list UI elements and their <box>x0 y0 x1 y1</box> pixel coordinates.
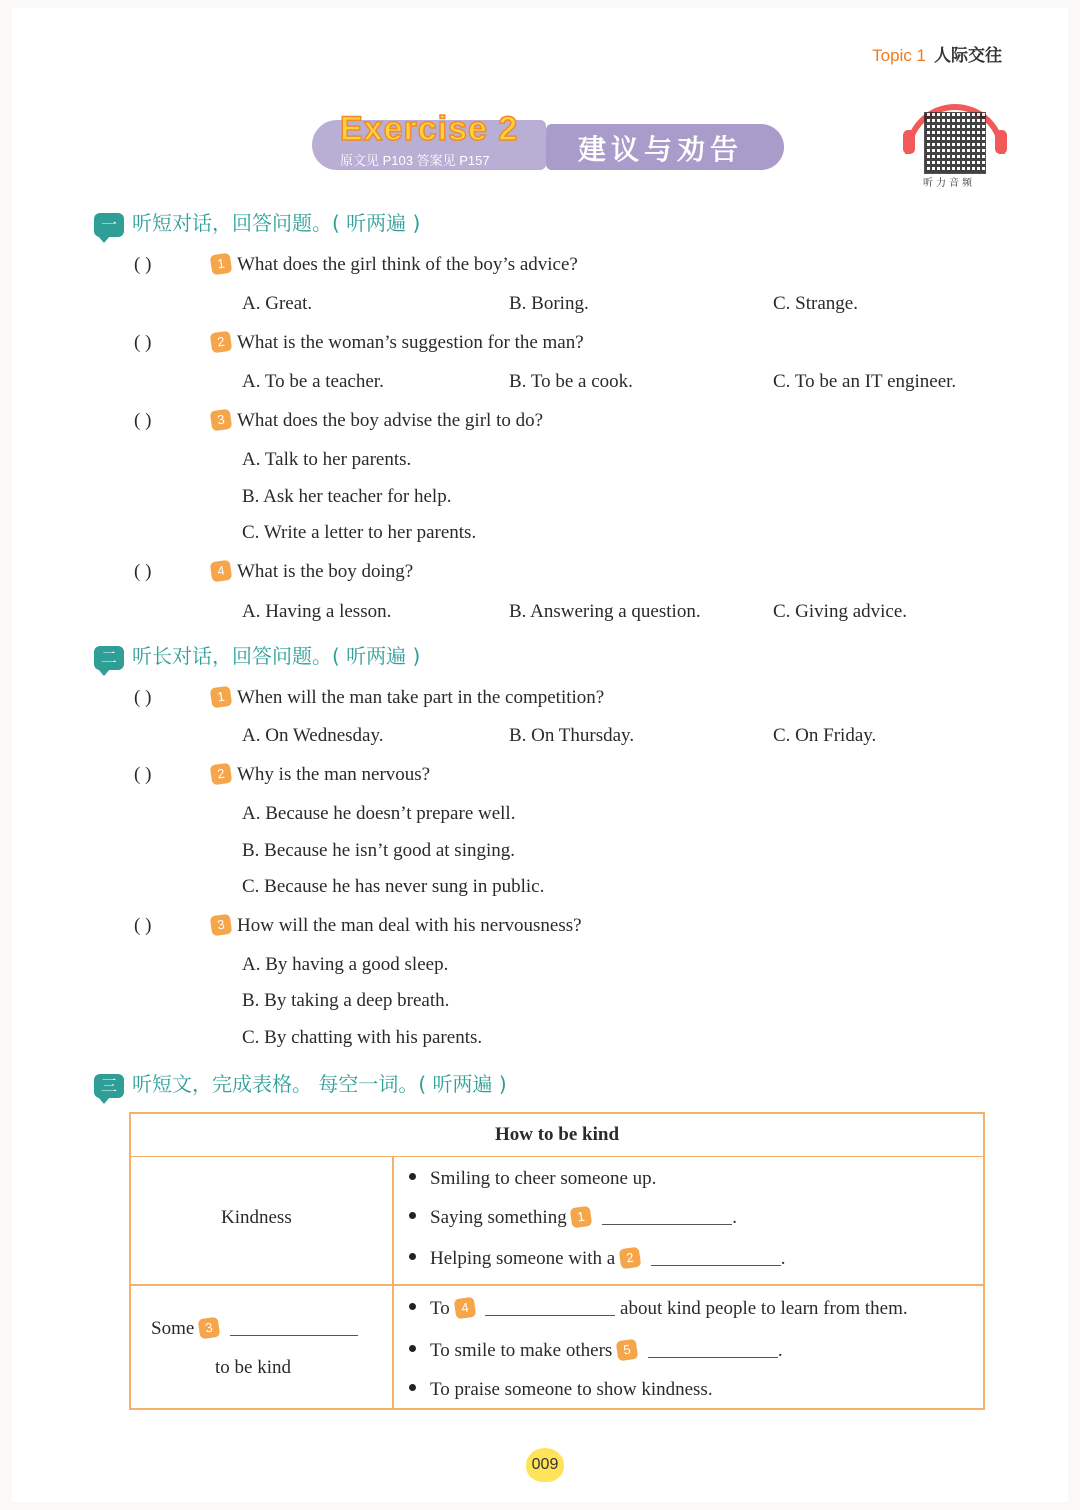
item-text: Helping someone with a <box>430 1248 616 1269</box>
headphone-left-icon <box>903 130 915 154</box>
question-number: 2 <box>210 763 233 786</box>
table-divider <box>392 1156 394 1410</box>
section-1-instruction: 听短对话，回答问题。( 听两遍 ) <box>132 211 421 235</box>
answer-blank[interactable]: ( ) <box>134 915 152 936</box>
table-item <box>409 1168 656 1190</box>
option: A. Because he doesn’t prepare well. <box>242 803 516 824</box>
fill-blank[interactable] <box>602 1224 732 1225</box>
option: A. By having a good sleep. <box>242 954 449 975</box>
section-2-badge: 二 <box>94 646 124 670</box>
exercise-title: Exercise 2 <box>340 110 519 148</box>
option: C. Write a letter to her parents. <box>242 522 477 543</box>
answer-blank[interactable]: ( ) <box>134 254 152 275</box>
option: B. By taking a deep breath. <box>242 990 450 1011</box>
section-1-badge: 一 <box>94 213 124 237</box>
section-1-title <box>94 207 420 237</box>
question-text: Why is the man nervous? <box>237 764 431 785</box>
question-text: What does the girl think of the boy’s advice? <box>237 254 578 275</box>
row1-label: Kindness <box>221 1207 292 1228</box>
audio-qr[interactable] <box>905 104 1005 189</box>
section-3-title <box>94 1068 507 1098</box>
exercise-heading-cn: 建议与劝告 <box>578 133 744 166</box>
qr-caption: 听力音频 <box>923 178 975 189</box>
headphone-right-icon <box>995 130 1007 154</box>
table-item <box>409 1248 785 1270</box>
option: A. On Wednesday. <box>242 725 384 746</box>
option: B. Because he isn’t good at singing. <box>242 840 516 861</box>
question-text: What is the woman’s suggestion for the man? <box>237 332 584 353</box>
row2-label <box>151 1318 358 1340</box>
question-1-1 <box>211 254 578 276</box>
option: A. To be a teacher. <box>242 371 384 392</box>
table-item <box>409 1379 713 1401</box>
table-item <box>409 1298 908 1320</box>
table-title: How to be kind <box>131 1114 983 1157</box>
fill-blank[interactable] <box>651 1265 781 1266</box>
item-text: Smiling to cheer someone up. <box>430 1168 657 1189</box>
question-number: 3 <box>210 409 233 432</box>
question-1-2 <box>211 332 584 354</box>
answer-blank[interactable]: ( ) <box>134 764 152 785</box>
section-2-title <box>94 640 420 670</box>
exercise-subtitle: 原文见 P103 答案见 P157 <box>340 153 490 168</box>
item-text: To <box>430 1298 450 1319</box>
option: C. Because he has never sung in public. <box>242 876 545 897</box>
fill-blank[interactable] <box>648 1357 778 1358</box>
question-1-3 <box>211 410 543 432</box>
question-number: 1 <box>210 253 233 276</box>
blank-number: 4 <box>453 1297 476 1320</box>
answer-blank[interactable]: ( ) <box>134 687 152 708</box>
option: A. Great. <box>242 293 313 314</box>
item-text: Some <box>151 1318 195 1339</box>
section-3-badge: 三 <box>94 1074 124 1098</box>
blank-number: 3 <box>198 1317 221 1340</box>
qr-code-icon <box>924 112 986 174</box>
blank-number: 1 <box>570 1206 593 1229</box>
bullet-icon <box>409 1253 416 1260</box>
answer-blank[interactable]: ( ) <box>134 332 152 353</box>
section-2-instruction: 听长对话，回答问题。( 听两遍 ) <box>132 644 421 668</box>
option: C. Strange. <box>773 293 858 314</box>
row2-label-tail: to be kind <box>215 1357 291 1378</box>
item-text: To praise someone to show kindness. <box>430 1379 713 1400</box>
option: A. Talk to her parents. <box>242 449 412 470</box>
question-number: 2 <box>210 331 233 354</box>
question-2-2 <box>211 764 430 786</box>
answer-blank[interactable]: ( ) <box>134 410 152 431</box>
topic-header <box>872 41 1002 66</box>
option: B. Answering a question. <box>509 601 701 622</box>
option: B. On Thursday. <box>509 725 635 746</box>
question-text: When will the man take part in the competition? <box>237 687 605 708</box>
item-text: To smile to make others <box>430 1340 613 1361</box>
bullet-icon <box>409 1384 416 1391</box>
item-text: Saying something <box>430 1207 567 1228</box>
topic-cn: 人际交往 <box>934 46 1002 65</box>
bullet-icon <box>409 1212 416 1219</box>
blank-number: 2 <box>619 1247 642 1270</box>
fill-blank[interactable] <box>485 1315 615 1316</box>
answer-blank[interactable]: ( ) <box>134 561 152 582</box>
option: B. Boring. <box>509 293 589 314</box>
question-1-4 <box>211 561 413 583</box>
kindness-table <box>129 1112 985 1410</box>
option: A. Having a lesson. <box>242 601 392 622</box>
question-2-1 <box>211 687 604 709</box>
bullet-icon <box>409 1345 416 1352</box>
item-text: . <box>780 1248 786 1269</box>
option: C. On Friday. <box>773 725 877 746</box>
page-number: 009 <box>526 1448 564 1482</box>
option: C. By chatting with his parents. <box>242 1027 483 1048</box>
item-text: . <box>732 1207 737 1228</box>
question-text: How will the man deal with his nervousness? <box>237 915 582 936</box>
option: C. Giving advice. <box>773 601 908 622</box>
topic-label: Topic 1 <box>872 46 926 65</box>
bullet-icon <box>409 1303 416 1310</box>
question-number: 4 <box>210 560 233 583</box>
question-number: 3 <box>210 914 233 937</box>
table-item <box>409 1207 737 1229</box>
bullet-icon <box>409 1173 416 1180</box>
question-text: What does the boy advise the girl to do? <box>237 410 544 431</box>
question-text: What is the boy doing? <box>237 561 414 582</box>
option: B. To be a cook. <box>509 371 633 392</box>
question-number: 1 <box>210 686 233 709</box>
option: B. Ask her teacher for help. <box>242 486 452 507</box>
section-3-instruction: 听短文，完成表格。 每空一词。( 听两遍 ) <box>132 1072 507 1096</box>
fill-blank[interactable] <box>230 1335 358 1336</box>
item-text: about kind people to learn from them. <box>620 1298 908 1319</box>
table-divider <box>131 1284 983 1286</box>
item-text: . <box>777 1340 783 1361</box>
question-2-3 <box>211 915 582 937</box>
blank-number: 5 <box>616 1339 639 1362</box>
option: C. To be an IT engineer. <box>773 371 957 392</box>
table-item <box>409 1340 783 1362</box>
